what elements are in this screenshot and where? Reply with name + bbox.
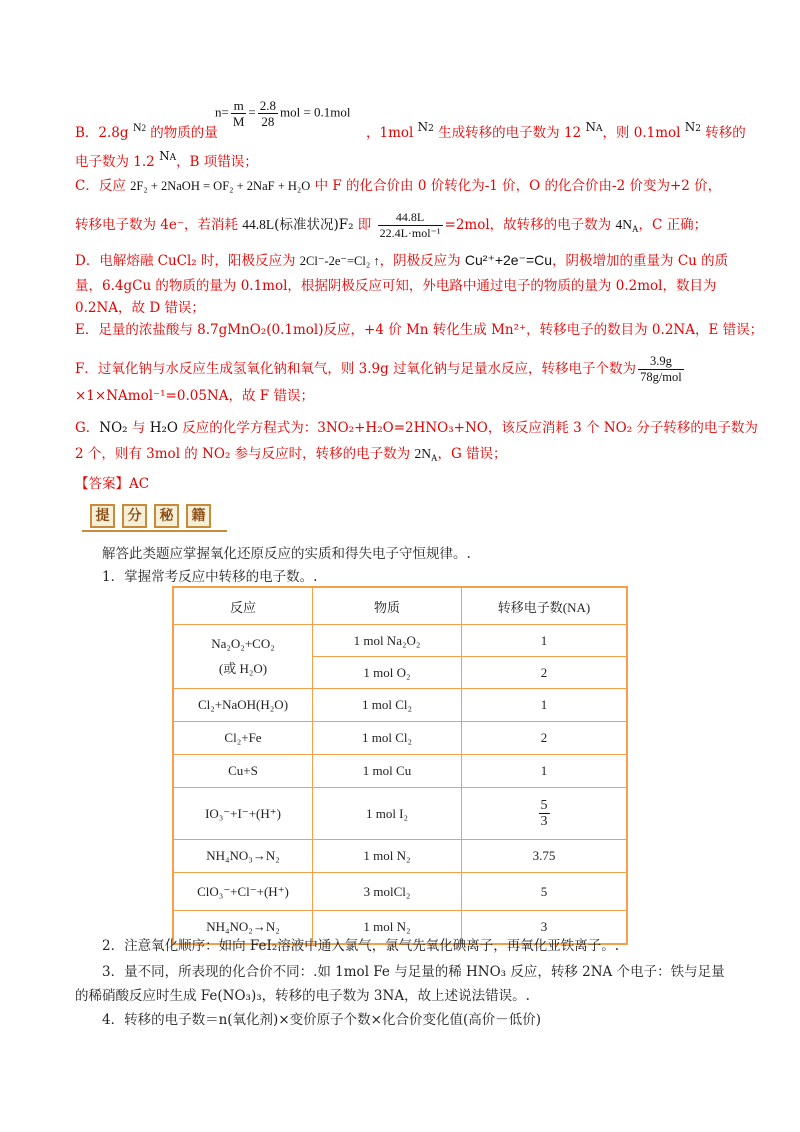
text: 2N [414,446,431,461]
cell-electrons [462,788,628,840]
numerator: 3.9g [638,354,684,370]
text: 2 个，则有 3mol 的 NO₂ 参与反应时，转移的电子数为 [75,446,415,462]
h2o-formula: H₂O [149,420,178,436]
f2-formula: F₂ [338,217,354,233]
text: ，阴极增加的重量为 Cu 的质 [552,253,729,269]
text: 与 [127,420,150,436]
cell-substance: 1 mol N₂ [313,840,462,873]
text: C．反应 [75,178,131,194]
text: 的物质的量 [146,125,218,141]
table-row [173,873,627,911]
text: ，则 0.1mol [602,125,685,141]
cell-substance: 3 molCl₂ [313,873,462,911]
text: 中 F 的化合价由 0 价转化为-1 价，O 的化合价由-2 价变为+2 价， [310,178,722,194]
volume: 44.8L [242,217,275,232]
mole-fraction [378,210,443,241]
subscript: A [430,453,438,463]
table-row [173,722,627,755]
option-b-line1 [75,117,218,143]
cell-substance: 1 mol N₂ [313,911,462,944]
reaction-equation: 2F₂ + 2NaOH = OF₂ + 2NaF + H₂O [130,179,311,193]
banner-char: 籍 [186,504,211,528]
mole-fraction [638,354,684,385]
option-d-line3: 0.2NA，故 D 错误； [75,300,205,316]
text: 转移电子数为 4e⁻，若消耗 [75,217,243,233]
cell-substance: 1 mol Cu [313,755,462,788]
text: ，G 错误； [437,446,507,462]
na-symbol: NA [585,120,603,134]
table-row [173,755,627,788]
text: D．电解熔融 CuCl₂ 时，阳极反应为 [75,253,300,269]
fraction [539,798,550,829]
cell-electrons: 5 [462,873,628,911]
header-reaction: 反应 [173,587,313,625]
text: 转移的 [700,125,746,141]
n2-formula: N2 [684,120,701,134]
option-g-line1 [75,418,758,438]
cell-substance: 1 mol O₂ [313,657,462,689]
cell-reaction: Cu+S [173,755,313,788]
denominator: 3 [540,814,548,829]
text: 电子数为 1.2 [75,154,160,170]
reaction-note: (或 H₂O) [218,661,268,676]
header-substance: 物质 [313,587,462,625]
cell-substance: 1 mol Na₂O₂ [313,625,462,657]
option-b-line1-cont [366,117,746,143]
table-row [173,840,627,873]
table-row [173,625,627,657]
cell-reaction: ClO₃⁻+Cl⁻+(H⁺) [173,873,313,911]
point-3-line1: 3．量不同，所表现的化合价不同：.如 1mol Fe 与足量的稀 HNO₃ 反应，转移 2NA 个电子：铁与足量 [102,964,725,980]
cell-substance: 1 mol Cl₂ [313,722,462,755]
numerator: 44.8L [378,210,443,226]
cathode-equation: Cu²⁺+2e⁻=Cu [464,252,553,268]
n2-formula: N2 [132,120,146,134]
text: 反应的化学方程式为：3NO₂+H₂O=2HNO₃+NO，该反应消耗 3 个 NO₂ 分子转移的电子数为 [177,420,758,436]
tips-banner [82,500,232,532]
cell-electrons: 1 [462,689,628,722]
text: =2mol，故转移的电子数为 [444,217,616,233]
electron-transfer-table [172,586,628,945]
cell-reaction: NH₄NO₂→N₂ [173,911,313,944]
option-c-line1 [75,176,721,196]
cell-reaction: IO₃⁻+I⁻+(H⁺) [173,788,313,840]
option-d-line1 [75,250,728,271]
denominator: 22.4L·mol⁻¹ [379,226,441,240]
anode-equation: 2Cl⁻-2e⁻=Cl₂ ↑ [299,254,380,268]
option-f-line1 [75,354,686,385]
text: 生成转移的电子数为 12 [433,125,586,141]
banner-char: 分 [122,504,147,528]
cell-electrons: 1 [462,755,628,788]
banner-underline [82,530,227,532]
subscript: A [631,224,639,234]
text: F．过氧化钠与水反应生成氢氧化钠和氧气，则 3.9g 过氧化钠与足量水反应，转移电子个数为 [75,361,637,377]
option-e-line: E．足量的浓盐酸与 8.7gMnO₂(0.1mol)反应，+4 价 Mn 转化生成 Mn²⁺，转移电子的数目为 0.2NA，E 错误； [75,322,764,338]
option-c-line2 [75,210,707,241]
point-4: 4．转移的电子数＝n(氧化剂)×变价原子个数×化合价变化值(高价－低价) [102,1012,541,1028]
option-f-line2: ×1×NAmol⁻¹=0.05NA，故 F 错误； [75,388,314,404]
point-3-line2: 的稀硝酸反应时生成 Fe(NO₃)₃，转移的电子数为 3NA，故上述说法错误。. [75,988,530,1004]
cell-electrons: 1 [462,625,628,657]
na-symbol: NA [159,149,177,163]
cell-substance: 1 mol I₂ [313,788,462,840]
cell-reaction: Cl₂+Fe [173,722,313,755]
cell-reaction: Cl₂+NaOH(H₂O) [173,689,313,722]
point-1: 1．掌握常考反应中转移的电子数。. [102,569,318,585]
no2-formula: NO₂ [99,420,128,436]
option-d-line2: 量，6.4gCu 的物质的量为 0.1mol，根据阴极反应可知，外电路中通过电子的物质的量为 0.2mol，数目为 [75,278,717,294]
cell-electrons: 2 [462,657,628,689]
numerator: 5 [540,798,548,813]
text: ，阴极反应为 [379,253,465,269]
cell-electrons: 3.75 [462,840,628,873]
intro-text: 解答此类题应掌握氧化还原反应的实质和得失电子守恒规律。. [102,546,471,562]
text: (标准状况) [274,217,339,233]
cell-reaction: NH₄NO₃→N₂ [173,840,313,873]
table-header-row [173,587,627,625]
cell-substance: 1 mol Cl₂ [313,689,462,722]
cell-electrons: 2 [462,722,628,755]
denominator: 78g/mol [640,370,682,384]
text: ，B 项错误； [176,154,258,170]
header-electrons: 转移电子数(NA) [462,587,628,625]
text: G． [75,420,100,436]
text: 即 [353,217,376,233]
point-2: 2．注意氧化顺序：如向 FeI₂溶液中通入氯气，氯气先氧化碘离子，再氧化亚铁离子。. [102,938,620,954]
2na-symbol [414,446,437,461]
mole-equation: n= $\frac{m}{M}$ = $\frac{2.8}{28}$ mol = 0.1mol [215,98,351,129]
text: ，C 正确； [638,217,708,233]
table-row [173,689,627,722]
option-b-line2 [75,146,258,172]
banner-char: 提 [90,504,115,528]
banner-char: 秘 [154,504,179,528]
4na-symbol [615,217,638,232]
option-g-line2 [75,444,507,468]
reaction-text: Na₂O₂+CO₂ [211,636,275,651]
cell-electrons: 3 [462,911,628,944]
text: B．2.8g [75,125,133,141]
text: 4N [615,217,632,232]
cell-reaction [173,625,313,689]
answer-label: 【答案】AC [75,476,150,492]
text: ，1mol [366,125,418,141]
n2-formula: N2 [417,120,434,134]
table-row [173,788,627,840]
